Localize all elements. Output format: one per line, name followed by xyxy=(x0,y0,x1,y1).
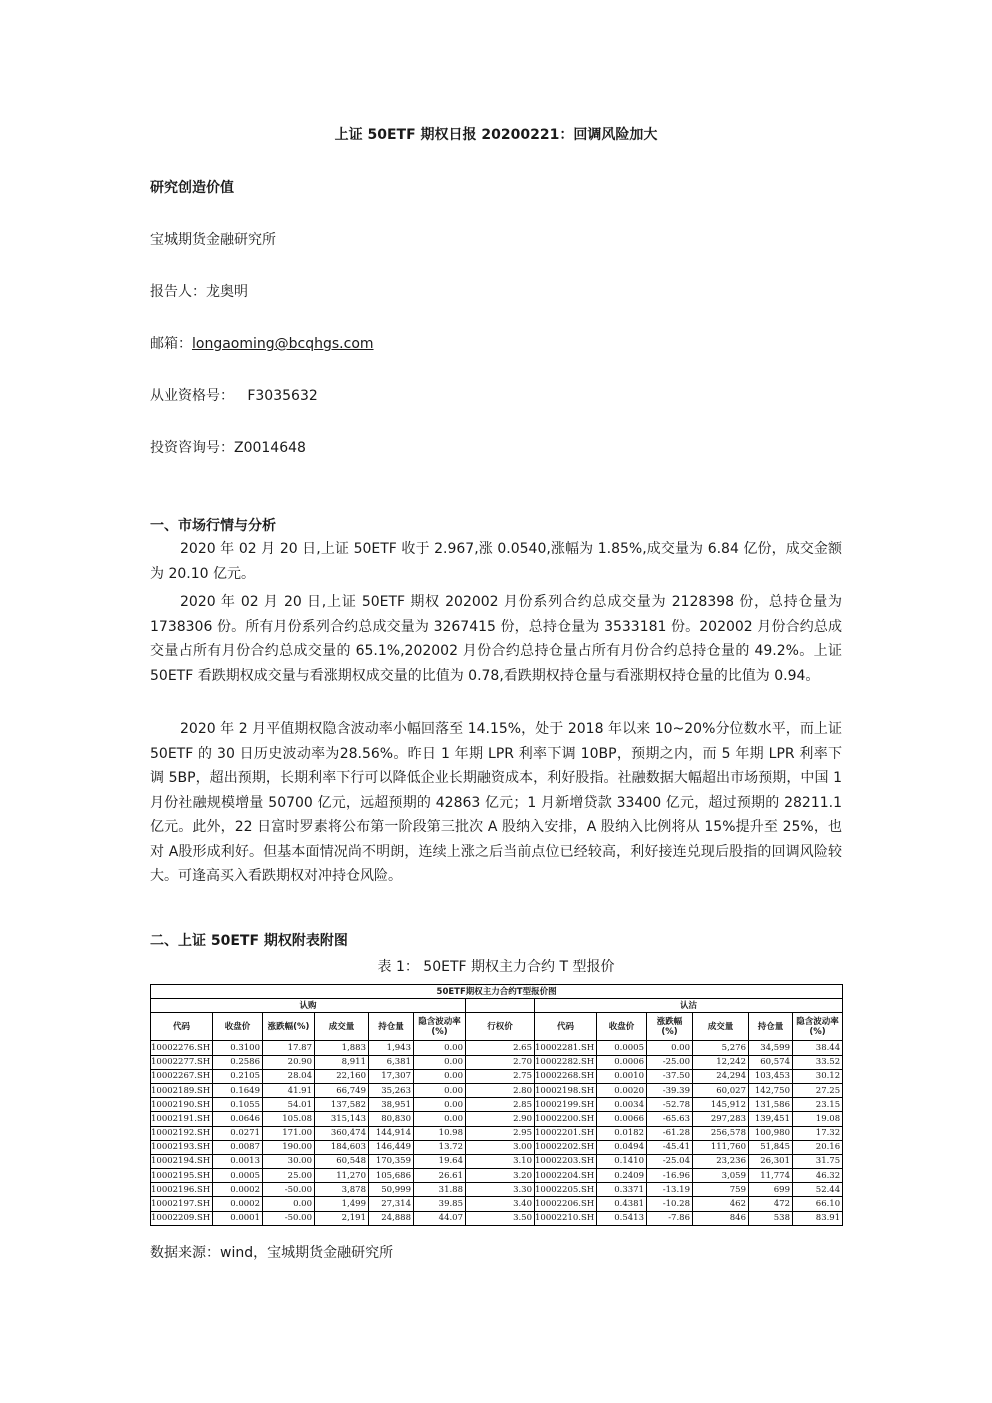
table-cell: 0.00 xyxy=(414,1083,466,1097)
table-cell: 2.90 xyxy=(466,1112,535,1126)
table-cell: 0.0087 xyxy=(213,1140,263,1154)
table-cell: -25.04 xyxy=(647,1154,693,1168)
table-cell: -25.00 xyxy=(647,1055,693,1069)
table-cell: 10002193.SH xyxy=(151,1140,213,1154)
table-cell: 33.52 xyxy=(793,1055,843,1069)
column-header: 隐含波动率(%) xyxy=(793,1013,843,1041)
table-cell: 10002197.SH xyxy=(151,1197,213,1211)
table-cell: 0.2105 xyxy=(213,1069,263,1083)
table-cell: 0.0066 xyxy=(597,1112,647,1126)
paragraph-3: 2020 年 2 月平值期权隐含波动率小幅回落至 14.15%，处于 2018 年以来 10~20%分位数水平，而上证 50ETF 的 30 日历史波动率为28.56%。昨日 1 年期 LPR 利率下调 10BP，预期之内，而 5 年期 LPR 利率下调 5BP，超出预期，长期利率下行可以降低企业长期融资成本，利好股指。社融数据大幅超出市场预期，中国 1 月份社融规模增量 50700 亿元，远超预期的 42863 亿元；1 月新增贷款 33400 亿元，超过预期的 28211.1 亿元。此外，22 日富时罗素将公布第一阶段第三批次 A 股纳入安排，A 股纳入比例将从 15%提升至 25%，也对 A股形成利好。但基本面情况尚不明朗，连续上涨之后当前点位已经较高，利好接连兑现后股指的回调风险较大。可逢高买入看跌期权对冲持仓风险。 xyxy=(150,721,842,884)
table-cell: 184,603 xyxy=(315,1140,369,1154)
table-cell: 2.70 xyxy=(466,1055,535,1069)
table-cell: 190.00 xyxy=(263,1140,315,1154)
table-cell: 10002199.SH xyxy=(535,1098,597,1112)
table-cell: 10002198.SH xyxy=(535,1083,597,1097)
table-row xyxy=(151,1126,843,1140)
table-cell: 20.16 xyxy=(793,1140,843,1154)
table-row xyxy=(151,1069,843,1083)
table-cell: 10002210.SH xyxy=(535,1211,597,1225)
table-cell: 30.12 xyxy=(793,1069,843,1083)
table-body xyxy=(151,1041,843,1225)
table-cell: 10002209.SH xyxy=(151,1211,213,1225)
table-cell: 10002281.SH xyxy=(535,1041,597,1055)
table-cell: 19.64 xyxy=(414,1154,466,1168)
put-header: 认沽 xyxy=(535,999,843,1013)
data-source: 数据来源：wind，宝城期货金融研究所 xyxy=(150,1245,394,1261)
table-cell: 0.0034 xyxy=(597,1098,647,1112)
table-cell: 142,750 xyxy=(749,1083,793,1097)
consult-number: 投资咨询号：Z0014648 xyxy=(150,440,306,456)
table-cell: 3.20 xyxy=(466,1169,535,1183)
table-row xyxy=(151,1197,843,1211)
report-title: 上证 50ETF 期权日报 20200221：回调风险加大 xyxy=(334,127,658,143)
table-cell: 10002191.SH xyxy=(151,1112,213,1126)
table-cell: 10.98 xyxy=(414,1126,466,1140)
table-cell: -10.28 xyxy=(647,1197,693,1211)
table-cell: 297,283 xyxy=(693,1112,749,1126)
table-cell: 10002190.SH xyxy=(151,1098,213,1112)
table-cell: 0.1649 xyxy=(213,1083,263,1097)
table-cell: 10002201.SH xyxy=(535,1126,597,1140)
table-cell: 0.0182 xyxy=(597,1126,647,1140)
table-cell: 0.0020 xyxy=(597,1083,647,1097)
table-cell: 10002268.SH xyxy=(535,1069,597,1083)
table-row xyxy=(151,1211,843,1225)
table-cell: 139,451 xyxy=(749,1112,793,1126)
table-cell: 27,314 xyxy=(369,1197,414,1211)
table-cell: 10002205.SH xyxy=(535,1183,597,1197)
email-label: 邮箱： xyxy=(150,336,192,352)
table-cell: -39.39 xyxy=(647,1083,693,1097)
table-cell: 10002282.SH xyxy=(535,1055,597,1069)
table-row xyxy=(151,1041,843,1055)
table-cell: 146,449 xyxy=(369,1140,414,1154)
table-cell: 0.0002 xyxy=(213,1183,263,1197)
section1-heading: 一、市场行情与分析 xyxy=(150,518,276,534)
table-cell: 2.75 xyxy=(466,1069,535,1083)
table-cell: -65.63 xyxy=(647,1112,693,1126)
table-cell: 46.32 xyxy=(793,1169,843,1183)
table-cell: -45.41 xyxy=(647,1140,693,1154)
column-header: 涨跌幅(%) xyxy=(263,1013,315,1041)
table-cell: 11,774 xyxy=(749,1169,793,1183)
table-cell: 0.4381 xyxy=(597,1197,647,1211)
table-cell: 846 xyxy=(693,1211,749,1225)
table-row xyxy=(151,1112,843,1126)
table-cell: 1,499 xyxy=(315,1197,369,1211)
table-title: 50ETF期权主力合约T型报价图 xyxy=(151,985,843,999)
column-header: 代码 xyxy=(535,1013,597,1041)
table-cell: 39.85 xyxy=(414,1197,466,1211)
table-cell: 462 xyxy=(693,1197,749,1211)
table-cell: 44.07 xyxy=(414,1211,466,1225)
table-cell: 24,294 xyxy=(693,1069,749,1083)
table-row xyxy=(151,1083,843,1097)
table-cell: 0.3371 xyxy=(597,1183,647,1197)
table-cell: 131,586 xyxy=(749,1098,793,1112)
table-row xyxy=(151,1140,843,1154)
column-header: 成交量 xyxy=(693,1013,749,1041)
table-cell: 10002192.SH xyxy=(151,1126,213,1140)
table-cell: 0.0001 xyxy=(213,1211,263,1225)
table-cell: 66,749 xyxy=(315,1083,369,1097)
column-header: 收盘价 xyxy=(597,1013,647,1041)
table-cell: 10002203.SH xyxy=(535,1154,597,1168)
table-cell: 3.40 xyxy=(466,1197,535,1211)
subtitle: 研究创造价值 xyxy=(150,180,234,196)
table-cell: 17.32 xyxy=(793,1126,843,1140)
table-cell: 2.95 xyxy=(466,1126,535,1140)
table-cell: 30.00 xyxy=(263,1154,315,1168)
column-header: 成交量 xyxy=(315,1013,369,1041)
table-cell: 23.15 xyxy=(793,1098,843,1112)
column-header-row xyxy=(151,1013,843,1041)
table-cell: 538 xyxy=(749,1211,793,1225)
table-cell: 12,242 xyxy=(693,1055,749,1069)
table-cell: 0.0013 xyxy=(213,1154,263,1168)
table-cell: 38.44 xyxy=(793,1041,843,1055)
table-cell: -16.96 xyxy=(647,1169,693,1183)
table-cell: 11,270 xyxy=(315,1169,369,1183)
table-cell: 35,263 xyxy=(369,1083,414,1097)
table-cell: 0.0005 xyxy=(597,1041,647,1055)
paragraph-1: 2020 年 02 月 20 日,上证 50ETF 收于 2.967,涨 0.0540,涨幅为 1.85%,成交量为 6.84 亿份，成交金额为 20.10 亿元。 xyxy=(150,541,842,582)
options-table xyxy=(150,984,843,1226)
column-header: 涨跌幅(%) xyxy=(647,1013,693,1041)
table-cell: 759 xyxy=(693,1183,749,1197)
table-cell: 3,878 xyxy=(315,1183,369,1197)
table-cell: 60,548 xyxy=(315,1154,369,1168)
table-cell: 51,845 xyxy=(749,1140,793,1154)
table-cell: 0.3100 xyxy=(213,1041,263,1055)
table-cell: 0.0271 xyxy=(213,1126,263,1140)
table-cell: 6,381 xyxy=(369,1055,414,1069)
table-cell: 0.00 xyxy=(647,1041,693,1055)
table-cell: 17,307 xyxy=(369,1069,414,1083)
table-cell: -37.50 xyxy=(647,1069,693,1083)
table-cell: 50,999 xyxy=(369,1183,414,1197)
table-cell: 24,888 xyxy=(369,1211,414,1225)
table-cell: 137,582 xyxy=(315,1098,369,1112)
table-cell: 0.0005 xyxy=(213,1169,263,1183)
table-cell: -50.00 xyxy=(263,1183,315,1197)
table-cell: 23,236 xyxy=(693,1154,749,1168)
table-cell: 3.00 xyxy=(466,1140,535,1154)
table-cell: 145,912 xyxy=(693,1098,749,1112)
table-cell: 5,276 xyxy=(693,1041,749,1055)
table-cell: 10002194.SH xyxy=(151,1154,213,1168)
table-cell: 105,686 xyxy=(369,1169,414,1183)
table-cell: 31.88 xyxy=(414,1183,466,1197)
column-header: 持仓量 xyxy=(749,1013,793,1041)
table-cell: 0.00 xyxy=(414,1055,466,1069)
table-cell: 3.50 xyxy=(466,1211,535,1225)
table-cell: 0.1410 xyxy=(597,1154,647,1168)
email-line xyxy=(150,333,374,353)
table-cell: 0.00 xyxy=(414,1112,466,1126)
table-cell: 10002267.SH xyxy=(151,1069,213,1083)
table-row xyxy=(151,1154,843,1168)
table-cell: 66.10 xyxy=(793,1197,843,1211)
table-cell: 3.10 xyxy=(466,1154,535,1168)
table-cell: 0.2409 xyxy=(597,1169,647,1183)
table-cell: 22,160 xyxy=(315,1069,369,1083)
section2-heading: 二、上证 50ETF 期权附表附图 xyxy=(150,933,348,949)
table-cell: 3,059 xyxy=(693,1169,749,1183)
column-header: 代码 xyxy=(151,1013,213,1041)
column-header: 收盘价 xyxy=(213,1013,263,1041)
email-link[interactable]: longaoming@bcqhgs.com xyxy=(192,336,374,352)
table-cell: 472 xyxy=(749,1197,793,1211)
table-cell: 26.61 xyxy=(414,1169,466,1183)
table-cell: 170,359 xyxy=(369,1154,414,1168)
table-row xyxy=(151,1169,843,1183)
table-cell: 10002204.SH xyxy=(535,1169,597,1183)
table-cell: 0.0646 xyxy=(213,1112,263,1126)
reporter: 报告人：龙奥明 xyxy=(150,284,248,300)
column-header: 行权价 xyxy=(466,1013,535,1041)
table-cell: 41.91 xyxy=(263,1083,315,1097)
table-cell: 144,914 xyxy=(369,1126,414,1140)
table-cell: 10002277.SH xyxy=(151,1055,213,1069)
table-cell: 0.0002 xyxy=(213,1197,263,1211)
license-number: 从业资格号： F3035632 xyxy=(150,388,318,404)
table-cell: 2.65 xyxy=(466,1041,535,1055)
table-cell: 100,980 xyxy=(749,1126,793,1140)
table-cell: 60,574 xyxy=(749,1055,793,1069)
table-cell: 10002206.SH xyxy=(535,1197,597,1211)
table-row xyxy=(151,1055,843,1069)
table-cell: 28.04 xyxy=(263,1069,315,1083)
table-cell: 10002202.SH xyxy=(535,1140,597,1154)
table-cell: 699 xyxy=(749,1183,793,1197)
table-cell: 0.00 xyxy=(414,1041,466,1055)
table-cell: 105.08 xyxy=(263,1112,315,1126)
table-cell: 0.0494 xyxy=(597,1140,647,1154)
table-cell: 315,143 xyxy=(315,1112,369,1126)
table-cell: -61.28 xyxy=(647,1126,693,1140)
table-cell: 2.80 xyxy=(466,1083,535,1097)
table-cell: -50.00 xyxy=(263,1211,315,1225)
table-cell: 10002189.SH xyxy=(151,1083,213,1097)
table-cell: 10002276.SH xyxy=(151,1041,213,1055)
table-cell: 80,830 xyxy=(369,1112,414,1126)
table-cell: 31.75 xyxy=(793,1154,843,1168)
table-cell: 38,951 xyxy=(369,1098,414,1112)
table-cell: 0.00 xyxy=(263,1197,315,1211)
table-cell: 0.5413 xyxy=(597,1211,647,1225)
table-cell: 0.00 xyxy=(414,1069,466,1083)
paragraph-2: 2020 年 02 月 20 日,上证 50ETF 期权 202002 月份系列合约总成交量为 2128398 份，总持仓量为 1738306 份。所有月份系列合约总成交量为 3267415 份，总持仓量为 3533181 份。202002 月份合约总成交量占所有月份合约总成交量的 65.1%,202002 月份合约总持仓量占所有月份合约总持仓量的 49.2%。上证 50ETF 看跌期权成交量与看涨期权成交量的比值为 0.78,看跌期权持仓量与看涨期权持仓量的比值为 0.94。 xyxy=(150,594,842,684)
table-cell: 256,578 xyxy=(693,1126,749,1140)
table-cell: -7.86 xyxy=(647,1211,693,1225)
table-cell: 0.2586 xyxy=(213,1055,263,1069)
table-cell: 0.1055 xyxy=(213,1098,263,1112)
table-cell: 0.00 xyxy=(414,1098,466,1112)
table-cell: 103,453 xyxy=(749,1069,793,1083)
table-cell: 360,474 xyxy=(315,1126,369,1140)
table-cell: 1,943 xyxy=(369,1041,414,1055)
institution: 宝城期货金融研究所 xyxy=(150,232,276,248)
table-cell: 0.0006 xyxy=(597,1055,647,1069)
table-cell: -13.19 xyxy=(647,1183,693,1197)
table-cell: 8,911 xyxy=(315,1055,369,1069)
table-caption: 表 1： 50ETF 期权主力合约 T 型报价 xyxy=(377,959,615,975)
table-cell: 0.0010 xyxy=(597,1069,647,1083)
table-cell: 19.08 xyxy=(793,1112,843,1126)
table-cell: 25.00 xyxy=(263,1169,315,1183)
table-cell: 83.91 xyxy=(793,1211,843,1225)
table-cell: 27.25 xyxy=(793,1083,843,1097)
call-header: 认购 xyxy=(151,999,466,1013)
table-cell: 171.00 xyxy=(263,1126,315,1140)
table-cell: 34,599 xyxy=(749,1041,793,1055)
table-cell: 13.72 xyxy=(414,1140,466,1154)
table-cell: 10002200.SH xyxy=(535,1112,597,1126)
column-header: 持仓量 xyxy=(369,1013,414,1041)
column-header: 隐含波动率(%) xyxy=(414,1013,466,1041)
table-cell: 26,301 xyxy=(749,1154,793,1168)
table-cell: 1,883 xyxy=(315,1041,369,1055)
table-cell: 2.85 xyxy=(466,1098,535,1112)
table-cell: -52.78 xyxy=(647,1098,693,1112)
table-cell: 10002196.SH xyxy=(151,1183,213,1197)
table-cell: 3.30 xyxy=(466,1183,535,1197)
table-cell: 60,027 xyxy=(693,1083,749,1097)
table-cell: 17.87 xyxy=(263,1041,315,1055)
table-cell: 2,191 xyxy=(315,1211,369,1225)
table-cell: 54.01 xyxy=(263,1098,315,1112)
table-cell: 10002195.SH xyxy=(151,1169,213,1183)
table-row xyxy=(151,1183,843,1197)
table-cell: 111,760 xyxy=(693,1140,749,1154)
spacer-header xyxy=(466,999,535,1013)
table-cell: 52.44 xyxy=(793,1183,843,1197)
table-row xyxy=(151,1098,843,1112)
table-cell: 20.90 xyxy=(263,1055,315,1069)
